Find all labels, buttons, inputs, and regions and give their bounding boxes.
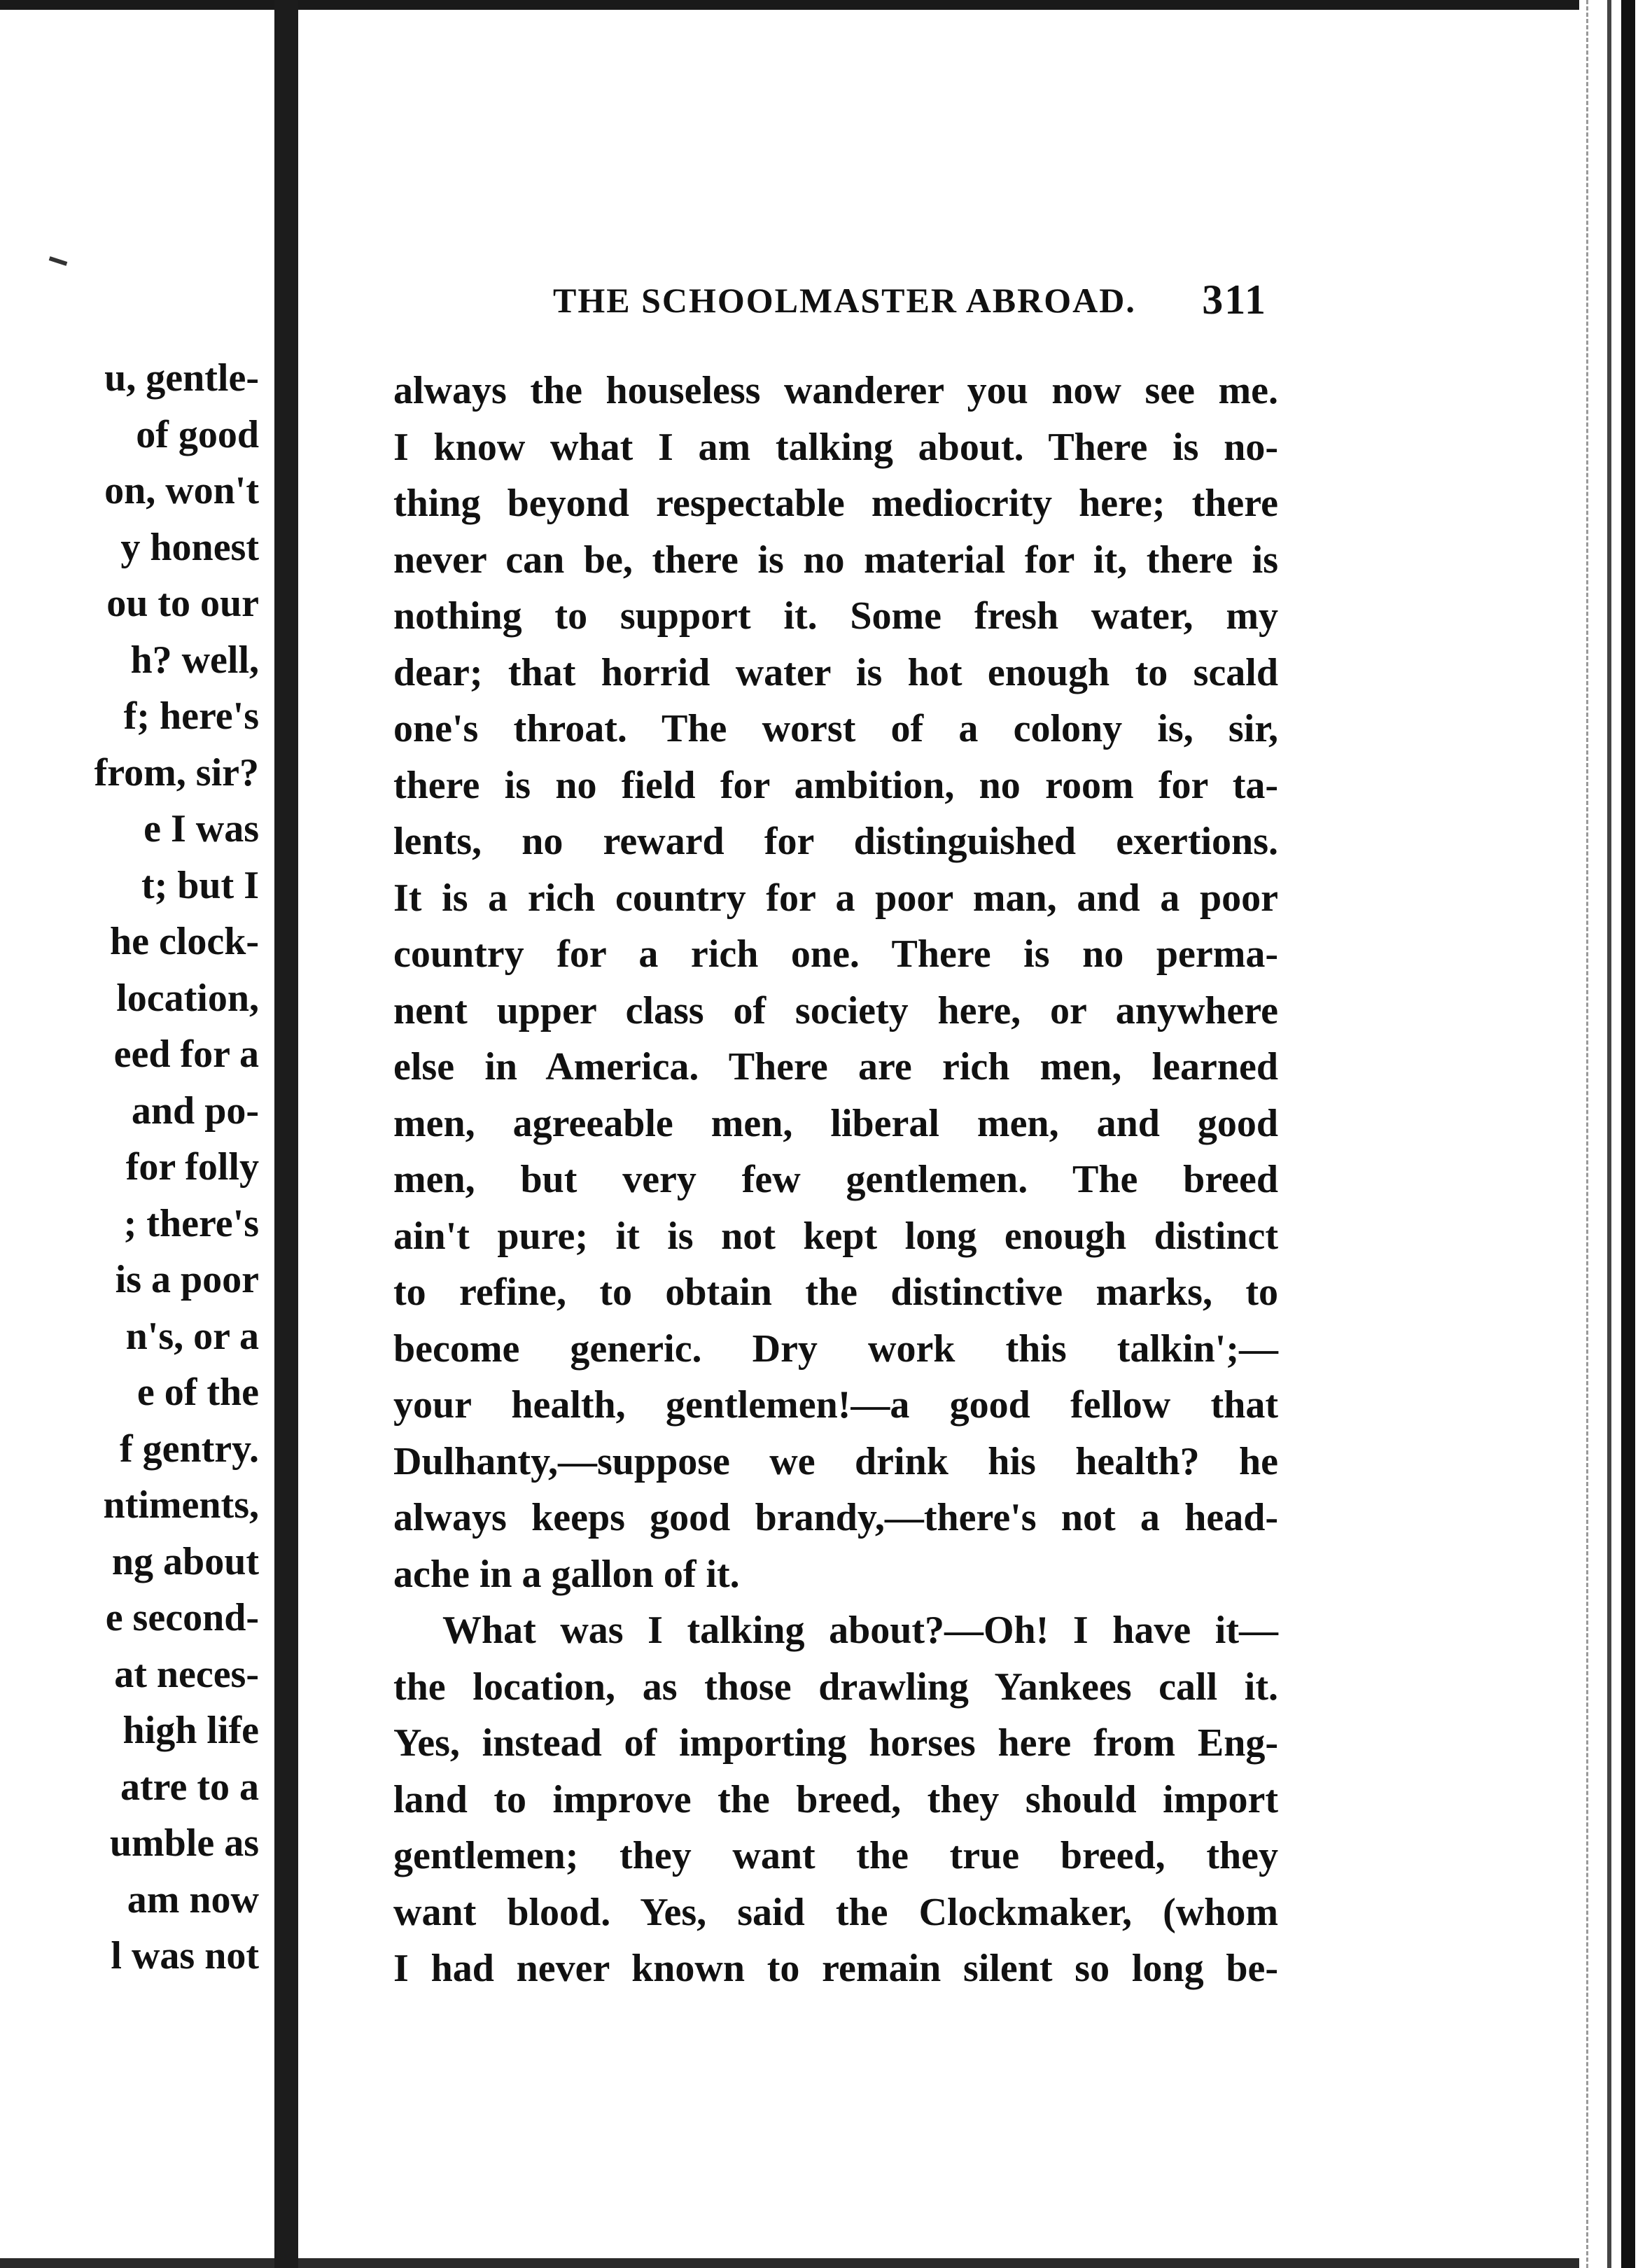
text-line: Dulhanty,—suppose we drink his health? he (393, 1439, 1278, 1483)
text-line: want blood. Yes, said the Clockmaker, (whom (393, 1890, 1278, 1934)
text-line: men, but very few gentlemen. The breed (393, 1158, 1278, 1201)
facing-page-line: on, won't (104, 469, 259, 512)
page-edge-strip (1579, 0, 1638, 2268)
facing-page (0, 0, 274, 2268)
facing-page-line: l was not (111, 1934, 259, 1977)
text-line: never can be, there is no material for it, there is (393, 538, 1278, 582)
text-line: ain't pure; it is not kept long enough distinct (393, 1214, 1278, 1258)
facing-page-line: umble as (109, 1821, 259, 1865)
facing-page-line: he clock- (109, 920, 259, 963)
facing-page-text (0, 350, 259, 1984)
text-line: I know what I am talking about. There is no- (393, 425, 1278, 469)
facing-page-line: f gentry. (119, 1427, 259, 1471)
ink-mark (49, 256, 68, 266)
facing-page-line: location, (116, 976, 259, 1020)
text-line: there is no field for ambition, no room for ta- (393, 763, 1278, 807)
deckled-edge (1586, 0, 1595, 2268)
text-line: the location, as those drawling Yankees call it. (393, 1665, 1278, 1709)
text-line: nent upper class of society here, or anywhere (393, 988, 1278, 1032)
page-body (393, 363, 1278, 1997)
facing-page-line: t; but I (141, 863, 259, 907)
facing-page-line: e I was (144, 807, 259, 850)
facing-page-line: atre to a (120, 1765, 259, 1809)
text-line: It is a rich country for a poor man, and a poor (393, 876, 1278, 920)
running-header (553, 276, 1281, 329)
text-line: land to improve the breed, they should import (393, 1777, 1278, 1821)
edge-line (1607, 0, 1611, 2268)
text-line: country for a rich one. There is no perma- (393, 932, 1278, 976)
book-gutter (274, 0, 298, 2268)
facing-page-line: am now (127, 1877, 259, 1921)
text-line: lents, no reward for distinguished exertions. (393, 820, 1278, 863)
text-line: men, agreeable men, liberal men, and good (393, 1101, 1278, 1145)
text-line: else in America. There are rich men, learned (393, 1045, 1278, 1088)
facing-page-line: of good (136, 412, 259, 456)
facing-page-line: e of the (136, 1371, 259, 1414)
book-cover-edge (1621, 0, 1635, 2268)
facing-page-line: h? well, (130, 638, 259, 682)
text-line: to refine, to obtain the distinctive marks, to (393, 1270, 1278, 1314)
running-title: THE SCHOOLMASTER ABROAD. (553, 281, 1136, 320)
facing-page-line: at neces- (114, 1652, 259, 1696)
facing-page-line: u, gentle- (104, 356, 259, 400)
facing-page-line: ou to our (106, 582, 259, 625)
facing-page-line: high life (122, 1709, 259, 1752)
text-line: Yes, instead of importing horses here from Eng- (393, 1721, 1278, 1765)
facing-page-line: f; here's (123, 694, 259, 738)
facing-page-line: is a poor (115, 1258, 259, 1301)
text-line: gentlemen; they want the true breed, they (393, 1834, 1278, 1877)
facing-page-line: from, sir? (94, 750, 259, 794)
text-line: ache in a gallon of it. (393, 1552, 740, 1596)
text-line: one's throat. The worst of a colony is, sir, (393, 707, 1278, 750)
facing-page-line: y honest (120, 525, 259, 569)
text-line: your health, gentlemen!—a good fellow that (393, 1383, 1278, 1427)
text-line: nothing to support it. Some fresh water, my (393, 594, 1278, 638)
facing-page-line: n's, or a (125, 1314, 259, 1358)
facing-page-line: ntiments, (103, 1483, 259, 1527)
facing-page-line: and po- (131, 1088, 259, 1133)
facing-page-line: eed for a (113, 1032, 259, 1076)
text-line: always the houseless wanderer you now see me. (393, 369, 1278, 412)
text-line: always keeps good brandy,—there's not a head- (393, 1496, 1278, 1539)
paragraph-1 (393, 363, 1278, 1602)
facing-page-line: e second- (105, 1596, 259, 1639)
facing-page-line: ng about (111, 1539, 259, 1583)
paragraph-2 (393, 1602, 1278, 1997)
text-line: become generic. Dry work this talkin';— (393, 1326, 1278, 1371)
page-number: 311 (1202, 276, 1267, 323)
text-line: What was I talking about?—Oh! I have it— (442, 1609, 1278, 1652)
facing-page-line: ; there's (123, 1201, 259, 1245)
text-line: dear; that horrid water is hot enough to scald (393, 650, 1278, 694)
text-line: thing beyond respectable mediocrity here; there (393, 482, 1278, 525)
text-line: I had never known to remain silent so long be- (393, 1947, 1278, 1990)
facing-page-line: for folly (125, 1145, 259, 1189)
